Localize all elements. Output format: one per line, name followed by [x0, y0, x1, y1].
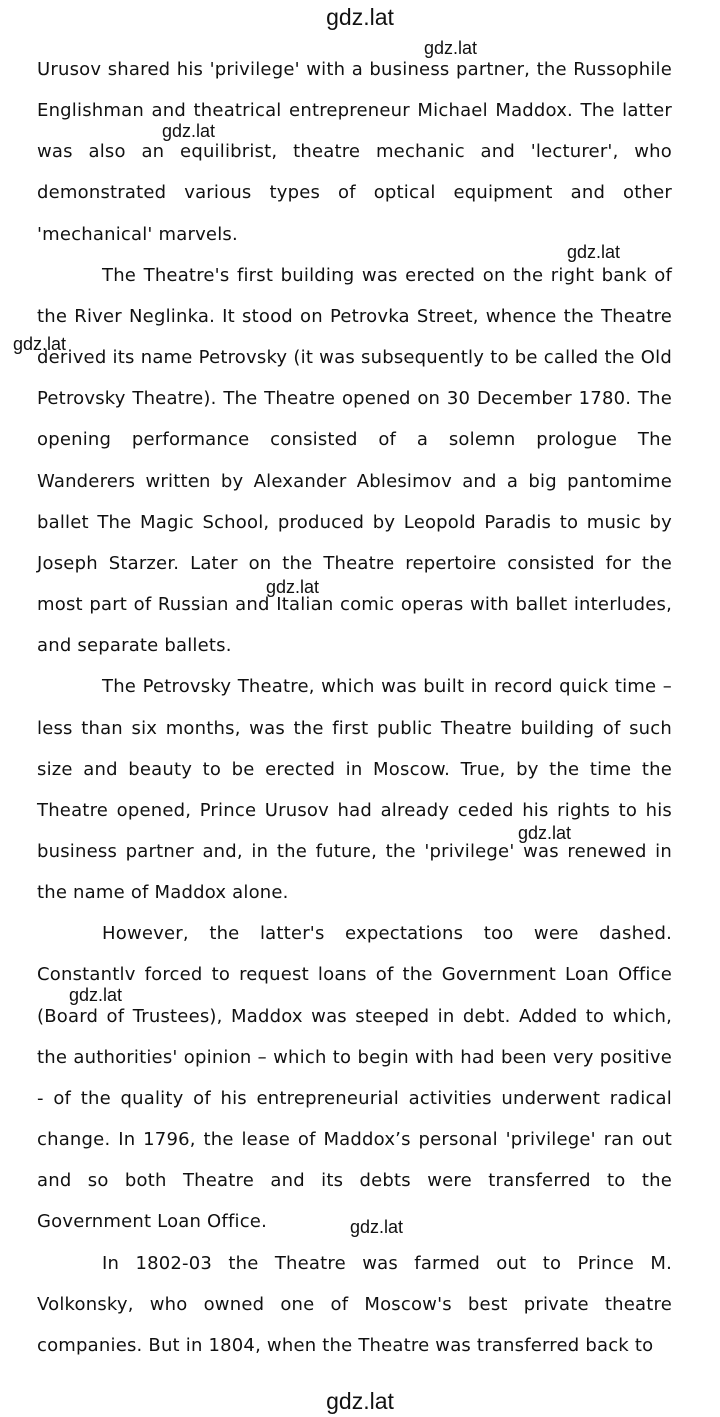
paragraph-2: The Theatre's first building was erected on the right bank of the River Neglinka. It stood on Petrovka Street, whence the Theatre derived its name Petrovsky (it was subsequently to be called the Old Petrovsky Theatre). The Theatre opened on 30 December 1780. The opening performance consisted of a solemn prologue The Wanderers written by Alexander Ablesimov and a big pantomime ballet The Magic School, produced by Leopold Paradis to music by Joseph Starzer. Later on the Theatre repertoire consisted for the most part of Russian and Italian comic operas with ballet interludes, and separate ballets. [37, 264, 672, 657]
site-header: gdz.lat [326, 4, 394, 30]
watermark: gdz.lat [266, 577, 320, 597]
watermark: gdz.lat [13, 334, 67, 354]
watermark: gdz.lat [567, 242, 621, 262]
paragraph-1: Urusov shared his 'privilege' with a business partner, the Russophile Englishman and theatrical entrepreneur Michael Maddox. The latter was also an equilibrist, theatre mechanic and 'lecturer', who demonstrated various types of optical equipment and other 'mechanical' marvels. [37, 59, 672, 245]
watermark: gdz.lat [424, 38, 478, 58]
watermark: gdz.lat [350, 1217, 404, 1237]
site-footer: gdz.lat [326, 1388, 394, 1414]
watermark: gdz.lat [69, 985, 123, 1005]
watermark: gdz.lat [162, 121, 216, 141]
paragraph-3: The Petrovsky Theatre, which was built in record quick time – less than six months, was the first public Theatre building of such size and beauty to be erected in Moscow. True, by the time the Theatre opened, Prince Urusov had already ceded his rights to his business partner and, in the future, the 'privilege' was renewed in the name of Maddox alone. [37, 676, 672, 904]
watermark: gdz.lat [518, 823, 572, 843]
paragraph-4: However, the latter's expectations too were dashed. Constantlv forced to request loans of the Government Loan Office (Board of Trustees), Maddox was steeped in debt. Added to which, the authorities' opinion – which to begin with had been very positive - of the quality of his entrepreneurial activities underwent radical change. In 1796, the lease of Maddox’s personal 'privilege' ran out and so both Theatre and its debts were transferred to the Government Loan Office. [37, 923, 672, 1233]
paragraph-5: In 1802-03 the Theatre was farmed out to Prince M. Volkonsky, who owned one of Moscow's best private theatre companies. But in 1804, when the Theatre was transferred back to [37, 1252, 672, 1356]
